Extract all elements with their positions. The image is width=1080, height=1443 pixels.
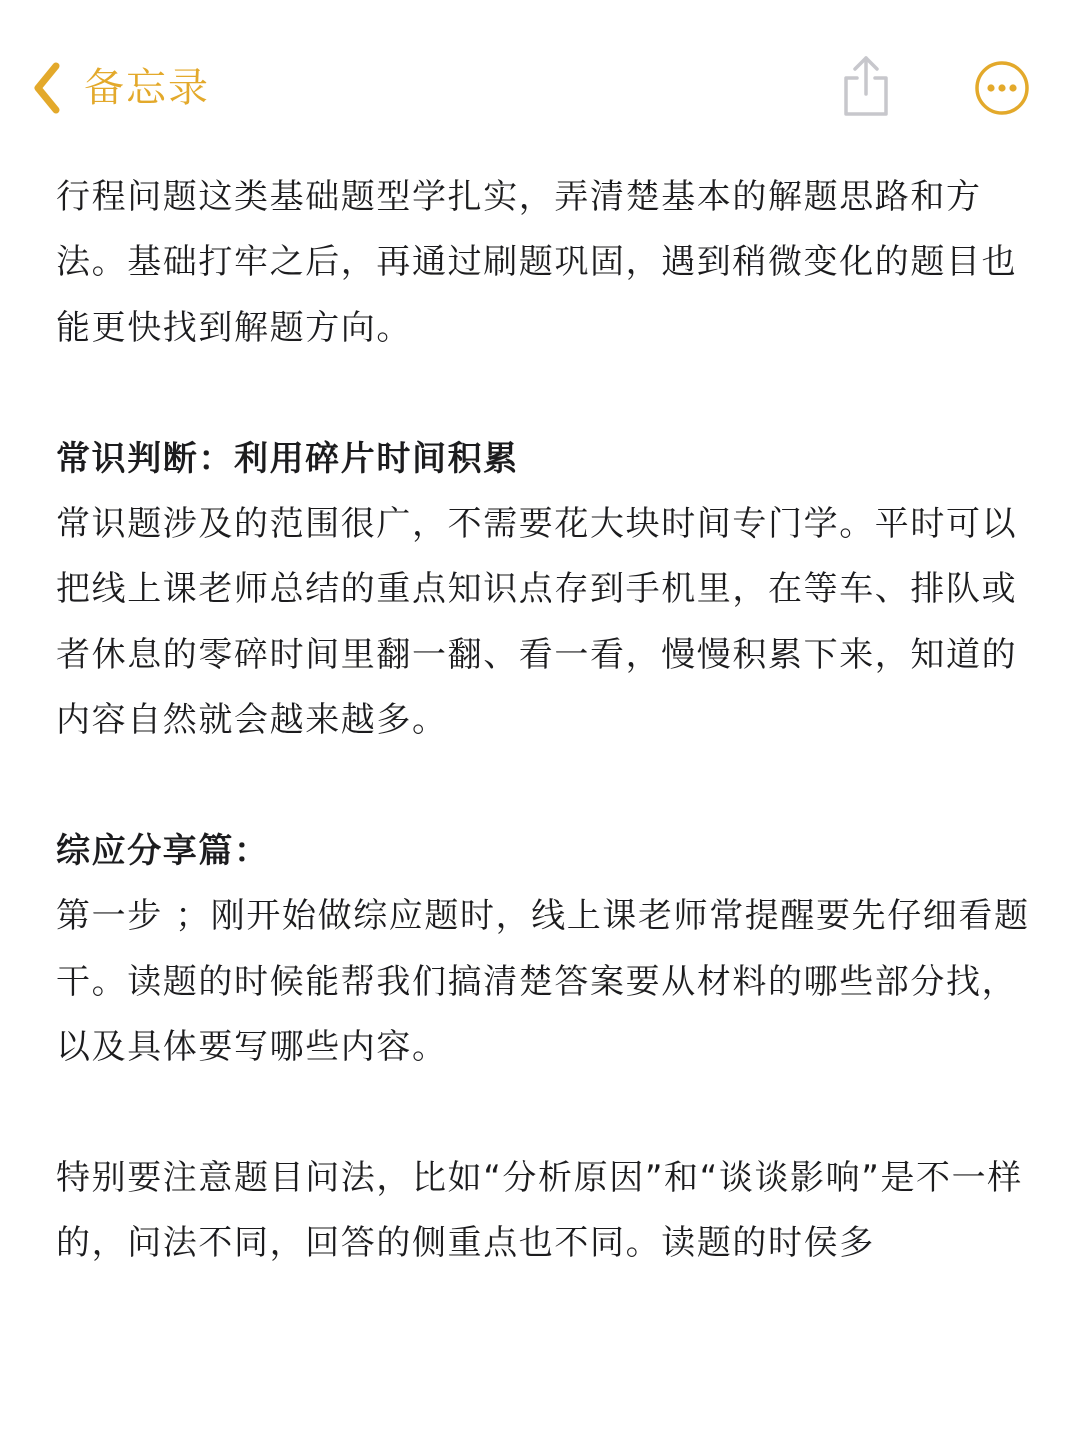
note-body[interactable] bbox=[56, 165, 1031, 1277]
blank-line bbox=[56, 1081, 1031, 1146]
back-label: 备忘录 bbox=[84, 65, 210, 111]
chevron-left-icon bbox=[30, 60, 64, 116]
blank-line bbox=[56, 361, 1031, 426]
navigation-bar bbox=[0, 0, 1080, 150]
note-paragraph: 特别要注意题目问法，比如“分析原因”和“谈谈影响”是不一样的，问法不同，回答的侧重点也不同。读题的时侯多 bbox=[56, 1158, 1023, 1264]
section-heading: 常识判断：利用碎片时间积累 bbox=[56, 438, 519, 479]
back-button[interactable] bbox=[30, 58, 210, 118]
note-paragraph: 第一步 ；刚开始做综应题时，线上课老师常提醒要先仔细看题干。读题的时候能帮我们搞清楚答案要从材料的哪些部分找，以及具体要写哪些内容。 bbox=[56, 896, 1030, 1068]
blank-line bbox=[56, 754, 1031, 819]
note-paragraph: 常识题涉及的范围很广，不需要花大块时间专门学。平时可以把线上课老师总结的重点知识点存到手机里，在等车、排队或者休息的零碎时间里翻一翻、看一看，慢慢积累下来，知道的内容自然就会越来越多。 bbox=[56, 504, 1018, 741]
share-icon[interactable] bbox=[838, 54, 894, 118]
section-heading: 综应分享篇： bbox=[56, 831, 270, 872]
note-paragraph: 行程问题这类基础题型学扎实，弄清楚基本的解题思路和方法。基础打牢之后，再通过刷题巩固，遇到稍微变化的题目也能更快找到解题方向。 bbox=[56, 177, 1018, 348]
more-icon[interactable] bbox=[974, 60, 1030, 116]
